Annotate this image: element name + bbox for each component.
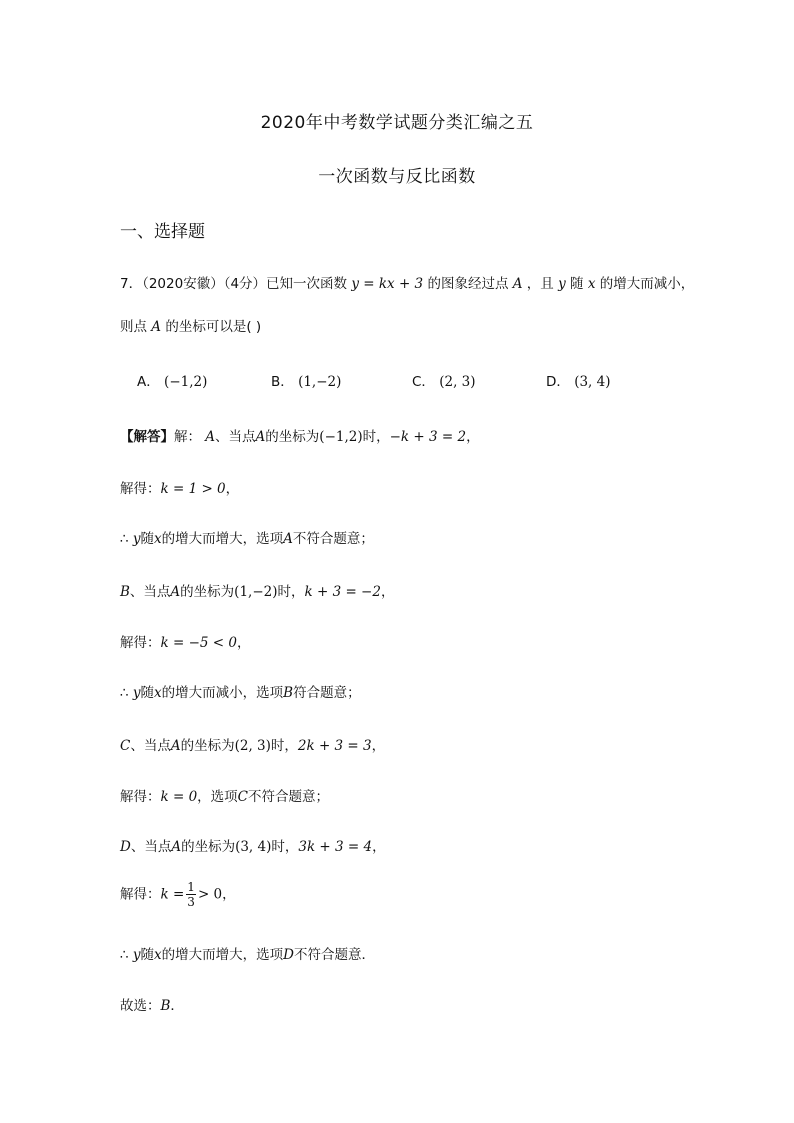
option-label: C． [412,374,435,390]
fraction-denominator: 3 [187,895,195,909]
question-text: 随 [570,276,584,292]
answer-tag: 【解答】 [120,429,174,445]
solution-text: ， [372,839,386,855]
math-expression: 2k + 3 = 3 [297,738,372,754]
solution-text: 的坐标为 [180,584,235,600]
math-expression: y = kx + 3 [351,276,424,292]
math-expression: k = [160,886,185,903]
solution-text: 故选： [120,998,161,1014]
solution-text: 解得： [120,481,161,497]
option-label: B． [271,374,294,390]
solution-text: 随 [140,685,155,701]
math-expression: −k + 3 = 2 [389,429,467,445]
fraction-numerator: 1 [187,880,195,894]
math-variable: D [120,839,131,855]
math-variable: A [170,738,181,754]
therefore-symbol: ∴ [120,685,129,701]
solution-text: 不符合题意； [292,531,374,547]
math-variable: x [154,947,162,963]
math-variable: A [170,584,181,600]
doc-title: 2020年中考数学试题分类汇编之五 [260,113,534,133]
math-variable: B [160,998,171,1014]
option-a [137,370,207,390]
solution-text: 的增大而减小，选项 [161,685,284,701]
option-value: (3, 4) [574,374,611,390]
solution-text: 的增大而增大，选项 [161,531,284,547]
solution-text: 解得： [120,886,161,903]
doc-subtitle: 一次函数与反比函数 [318,167,476,187]
math-expression: 3k + 3 = 4 [298,839,373,855]
math-expression: k = −5 < 0 [160,635,237,651]
option-value: (2, 3) [439,374,476,390]
solution-text: 、当点 [129,584,171,600]
solution-text: ， [371,738,386,754]
math-variable: A [512,276,523,292]
math-variable: x [154,685,162,701]
solution-text: 符合题意； [293,685,361,701]
math-variable: A [283,531,293,547]
solution-text: 不符合题意； [248,789,330,805]
solution-text: 解： [174,429,201,445]
math-variable: B [120,584,130,600]
option-c [412,370,476,390]
math-variable: A [171,839,182,855]
solution-line-12 [120,994,184,1014]
math-variable: x [587,276,596,292]
solution-text: ． [170,998,184,1014]
solution-line-9 [120,835,386,855]
option-value: (1,−2) [298,374,342,390]
solution-line-1 [120,425,480,445]
option-d [546,370,611,390]
solution-text: ， [236,635,251,651]
math-expression: (2, 3) [234,738,271,754]
fraction [186,880,196,909]
solution-line-3 [120,527,374,547]
solution-text: 、当点 [130,839,172,855]
solution-text: 解得： [120,789,161,805]
math-variable: B [283,685,294,701]
solution-text: 随 [140,531,155,547]
math-expression: k = 1 > 0 [160,481,226,497]
math-variable: C [120,738,131,754]
solution-line-5 [120,631,250,651]
question-text: 的坐标可以是( ) [165,319,262,335]
math-variable: D [283,947,294,963]
solution-text: 的坐标为 [181,839,236,855]
math-variable: y [558,276,566,292]
math-variable: y [132,531,141,547]
math-expression: k + 3 = −2 [304,584,381,600]
therefore-symbol: ∴ [120,947,129,963]
math-expression: (1,−2) [234,584,278,600]
question-text: 则点 [120,319,147,335]
question-line-2 [120,315,261,335]
solution-text: 的坐标为 [180,738,235,754]
solution-text: ， [466,429,480,445]
question-text: 的增大而减小， [599,276,695,292]
solution-text: 时， [270,738,298,754]
solution-text: ， [225,481,240,497]
solution-text: 时， [362,429,390,445]
math-variable: y [132,685,141,701]
question-text: 的图象经过点 [427,276,509,292]
solution-text: 、当点 [215,429,256,445]
math-variable: C [237,789,249,805]
solution-line-6 [120,681,361,701]
solution-text: 解得： [120,635,161,651]
solution-line-10 [120,880,236,909]
solution-text: 时， [277,584,305,600]
math-expression: (−1,2) [319,429,363,445]
solution-text: 的坐标为 [265,429,320,445]
solution-line-7 [120,734,385,754]
solution-text: ，选项 [197,789,238,805]
question-text: ，且 [526,276,554,292]
math-expression: > 0 [197,886,223,903]
option-b [271,370,341,390]
solution-line-4 [120,580,394,600]
question-text: 7．（2020安徽）（4分）已知一次函数 [120,276,348,292]
math-expression: k = 0 [160,789,198,805]
solution-text: 、当点 [130,738,171,754]
math-expression: (3, 4) [235,839,272,855]
solution-line-2 [120,477,239,497]
math-variable: A [205,429,216,445]
solution-text: 的增大而增大，选项 [161,947,284,963]
solution-line-8 [120,785,329,805]
solution-text: 时， [271,839,299,855]
option-label: A． [137,374,160,390]
option-label: D． [546,374,570,390]
math-variable: A [151,319,162,335]
math-variable: x [154,531,162,547]
solution-text: ， [222,886,236,903]
math-variable: y [132,947,141,963]
solution-text: ， [380,584,395,600]
option-value: (−1,2) [164,374,208,390]
solution-line-11 [120,943,375,963]
question-line-1 [120,272,694,292]
section-heading: 一、选择题 [120,222,205,242]
solution-text: 随 [140,947,155,963]
math-variable: A [255,429,266,445]
therefore-symbol: ∴ [120,531,129,547]
solution-text: 不符合题意． [293,947,375,963]
